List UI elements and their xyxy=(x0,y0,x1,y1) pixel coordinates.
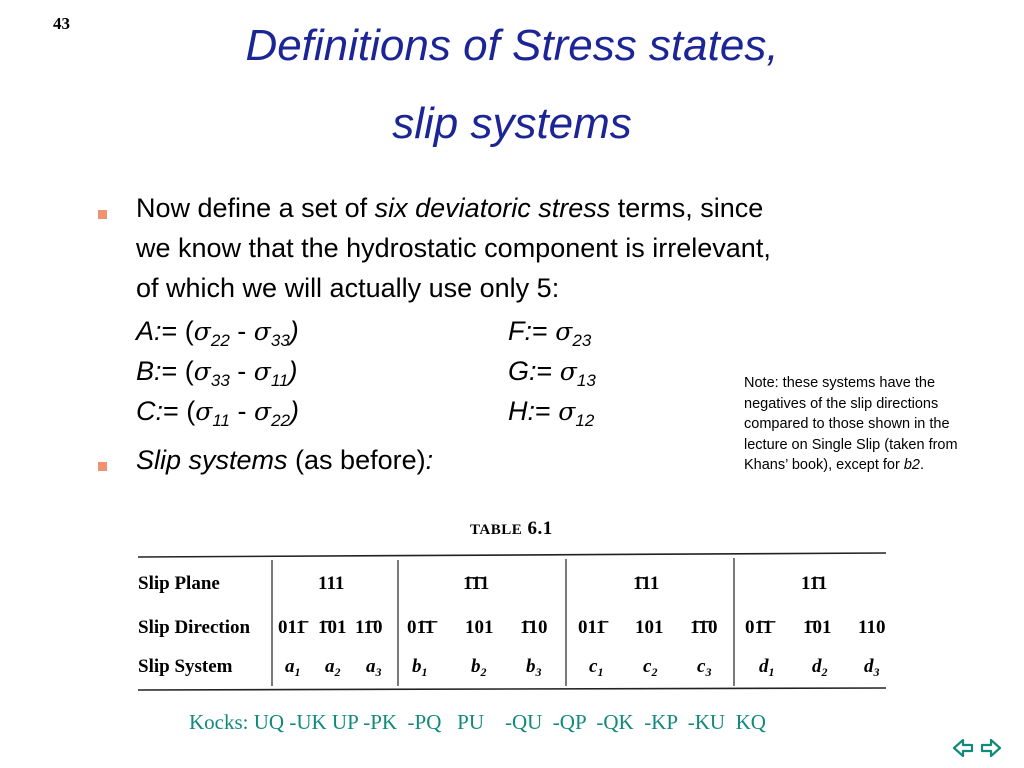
table-slip-direction: 101 xyxy=(635,617,664,638)
table-slip-direction: 011̄ xyxy=(278,617,306,638)
table-slip-system: $a_1$ xyxy=(285,656,301,679)
kocks-notation: Kocks: UQ -UK UP -PK -PQ PU -QU -QP -QK -KP -KU KQ xyxy=(189,710,766,734)
table-slip-direction: 01̄1̄ xyxy=(407,617,435,638)
table-row-label: Slip Plane xyxy=(138,573,220,594)
table-slip-system: $c_3$ xyxy=(697,656,712,679)
table-slip-system: $d_3$ xyxy=(864,656,880,679)
table-row-label: Slip Direction xyxy=(138,617,251,638)
table-slip-direction: 101 xyxy=(465,617,494,638)
table-title: TABLE 6.1 xyxy=(470,518,553,539)
table-slip-direction: 1̄10 xyxy=(520,617,548,638)
table-slip-system: $a_2$ xyxy=(325,656,341,679)
table-slip-system: $c_2$ xyxy=(643,656,658,679)
table-slip-system: $b_3$ xyxy=(526,656,542,679)
table-slip-system: $a_3$ xyxy=(366,656,382,679)
navigation-arrows-icon[interactable] xyxy=(952,736,1002,760)
table-slip-system: $d_1$ xyxy=(759,656,775,679)
table-slip-plane: 1̄1̄1 xyxy=(463,573,490,594)
slide-title-line2: slip systems xyxy=(392,99,632,148)
table-slip-plane: 11̄1 xyxy=(801,573,828,594)
bullet2-text: Slip systems (as before): xyxy=(136,445,434,475)
equation-b: B:= $(\sigma_{33} - \sigma_{11})$ xyxy=(136,356,298,390)
table-slip-plane: 1̄11 xyxy=(633,573,660,594)
side-note: Note: these systems have the negatives of the slip directions compared to those shown in the lecture on Single Slip (taken from Khans’ book), except for b2. xyxy=(744,375,958,473)
table-slip-direction: 1̄01 xyxy=(318,617,347,638)
bullet1-line1: Now define a set of six deviatoric stress terms, since xyxy=(136,193,764,223)
table-slip-system: $b_2$ xyxy=(471,656,487,679)
equation-c: C:= $(\sigma_{11} - \sigma_{22})$ xyxy=(136,396,299,430)
equation-h: H:= $\sigma_{12}$ xyxy=(508,396,595,430)
bullet1-line2: we know that the hydrostatic component is irrelevant, xyxy=(136,233,771,263)
equation-g: G:= $\sigma_{13}$ xyxy=(508,356,596,390)
table-slip-plane: 111 xyxy=(318,573,345,594)
equation-a: A:= $(\sigma_{22} - \sigma_{33})$ xyxy=(136,316,299,350)
table-slip-system: $c_1$ xyxy=(589,656,604,679)
table-slip-direction: 110 xyxy=(858,617,886,638)
equation-f: F:= $\sigma_{23}$ xyxy=(508,316,592,350)
table-slip-direction: 11̄0 xyxy=(355,617,383,638)
table-slip-direction: 1̄1̄0 xyxy=(690,617,718,638)
slide-number: 43 xyxy=(53,14,70,33)
slide-title-line1: Definitions of Stress states, xyxy=(245,21,779,70)
bullet1-line3: of which we will actually use only 5: xyxy=(136,273,560,303)
table-slip-direction: 011̄ xyxy=(578,617,606,638)
table-slip-direction: 01̄1̄ xyxy=(745,617,773,638)
table-slip-system: $b_1$ xyxy=(412,656,428,679)
table-slip-system: $d_2$ xyxy=(812,656,828,679)
table-row-label: Slip System xyxy=(138,656,233,677)
table-slip-direction: 1̄01 xyxy=(803,617,832,638)
